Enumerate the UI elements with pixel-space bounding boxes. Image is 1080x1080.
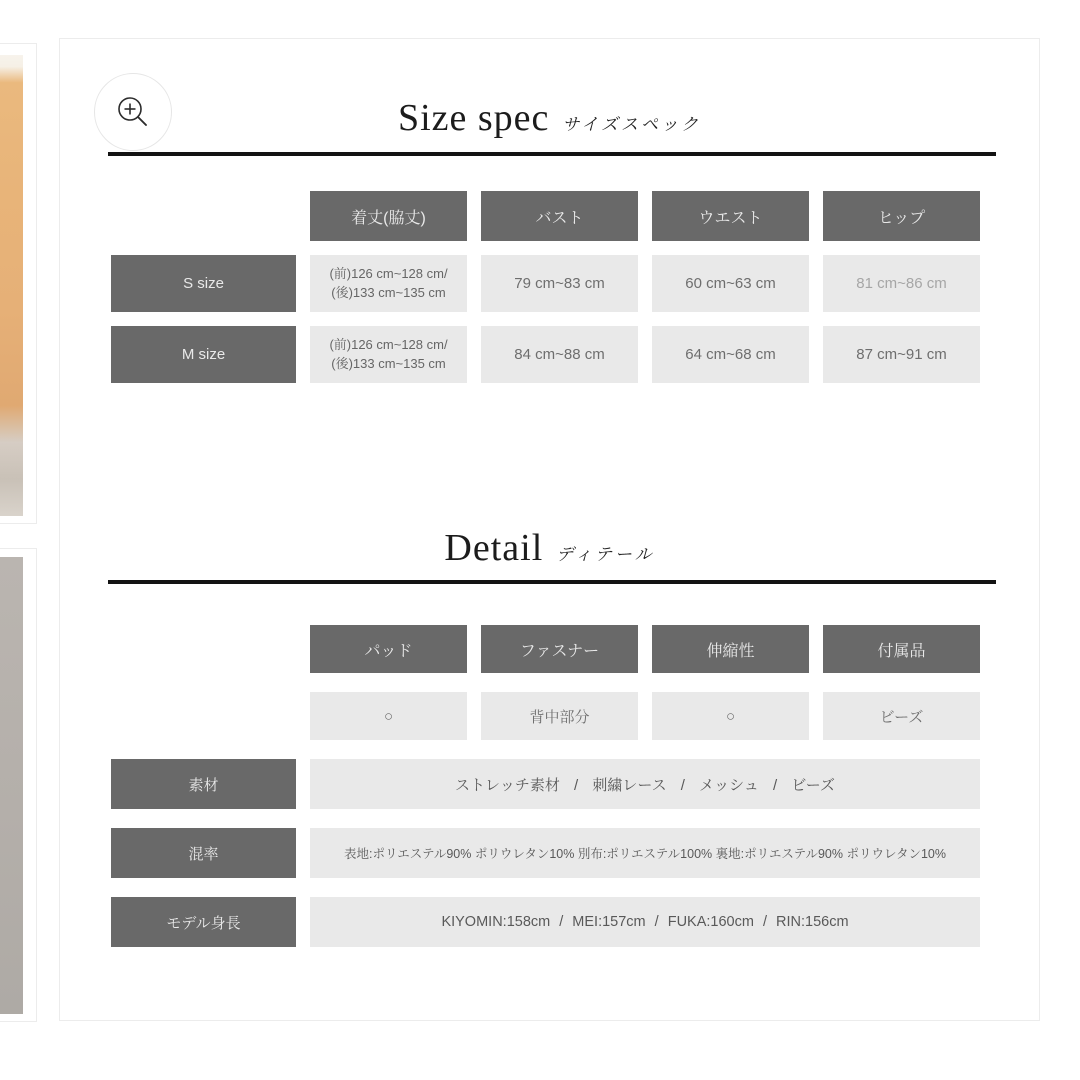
material-value-cell: ストレッチ素材 / 刺繍レース / メッシュ / ビーズ [310, 759, 980, 809]
m-size-waist-cell: 64 cm~68 cm [652, 326, 809, 383]
column-header-stretch: 伸縮性 [652, 625, 809, 673]
carousel-prev-slide-bottom[interactable] [0, 548, 37, 1022]
s-size-waist-cell: 60 cm~63 cm [652, 255, 809, 312]
spec-card [59, 38, 1040, 1021]
detail-title-ja: ディテール [556, 545, 655, 564]
m-size-bust-cell: 84 cm~88 cm [481, 326, 638, 383]
fastener-value-cell: 背中部分 [481, 692, 638, 740]
detail-table [111, 625, 980, 947]
product-photo-partial-bottom [0, 557, 23, 1014]
model-height-value-cell: KIYOMIN:158cm / MEI:157cm / FUKA:160cm / RIN:156cm [310, 897, 980, 947]
column-header-waist: ウエスト [652, 191, 809, 241]
size-spec-title-en: Size spec [397, 97, 550, 139]
column-header-length: 着丈(脇丈) [310, 191, 467, 241]
s-size-length-back: (後)133 cm~135 cm [331, 284, 446, 300]
mix-ratio-value-cell: 表地:ポリエステル90% ポリウレタン10% 別布:ポリエステル100% 裏地:ポリエステル90% ポリウレタン10% [310, 828, 980, 878]
column-header-bust: バスト [481, 191, 638, 241]
m-size-length-front: (前)126 cm~128 cm/ [329, 336, 448, 352]
size-spec-divider [108, 152, 996, 156]
row-header-m-size: M size [111, 326, 296, 383]
magnifier-plus-icon [113, 92, 153, 132]
product-photo-partial-top [0, 55, 23, 516]
row-header-material: 素材 [111, 759, 296, 809]
empty-cell [111, 692, 296, 740]
row-header-s-size: S size [111, 255, 296, 312]
row-header-model-height: モデル身長 [111, 897, 296, 947]
s-size-bust-cell: 79 cm~83 cm [481, 255, 638, 312]
size-spec-title-ja: サイズスペック [562, 115, 702, 134]
size-spec-title [60, 96, 1039, 140]
carousel-prev-slide-top[interactable] [0, 43, 37, 524]
size-spec-table [111, 191, 980, 383]
s-size-length-front: (前)126 cm~128 cm/ [329, 265, 448, 281]
empty-cell [111, 625, 296, 673]
pad-value-cell: ○ [310, 692, 467, 740]
s-size-hip-cell: 81 cm~86 cm [823, 255, 980, 312]
m-size-length-cell [310, 326, 467, 383]
column-header-fastener: ファスナー [481, 625, 638, 673]
column-header-accessory: 付属品 [823, 625, 980, 673]
m-size-length-back: (後)133 cm~135 cm [331, 355, 446, 371]
detail-title [60, 526, 1039, 570]
column-header-pad: パッド [310, 625, 467, 673]
row-header-mix-ratio: 混率 [111, 828, 296, 878]
detail-title-en: Detail [444, 527, 544, 569]
column-header-hip: ヒップ [823, 191, 980, 241]
empty-cell [111, 191, 296, 241]
detail-divider [108, 580, 996, 584]
stretch-value-cell: ○ [652, 692, 809, 740]
m-size-hip-cell: 87 cm~91 cm [823, 326, 980, 383]
zoom-button[interactable] [94, 73, 172, 151]
accessory-value-cell: ビーズ [823, 692, 980, 740]
s-size-length-cell [310, 255, 467, 312]
